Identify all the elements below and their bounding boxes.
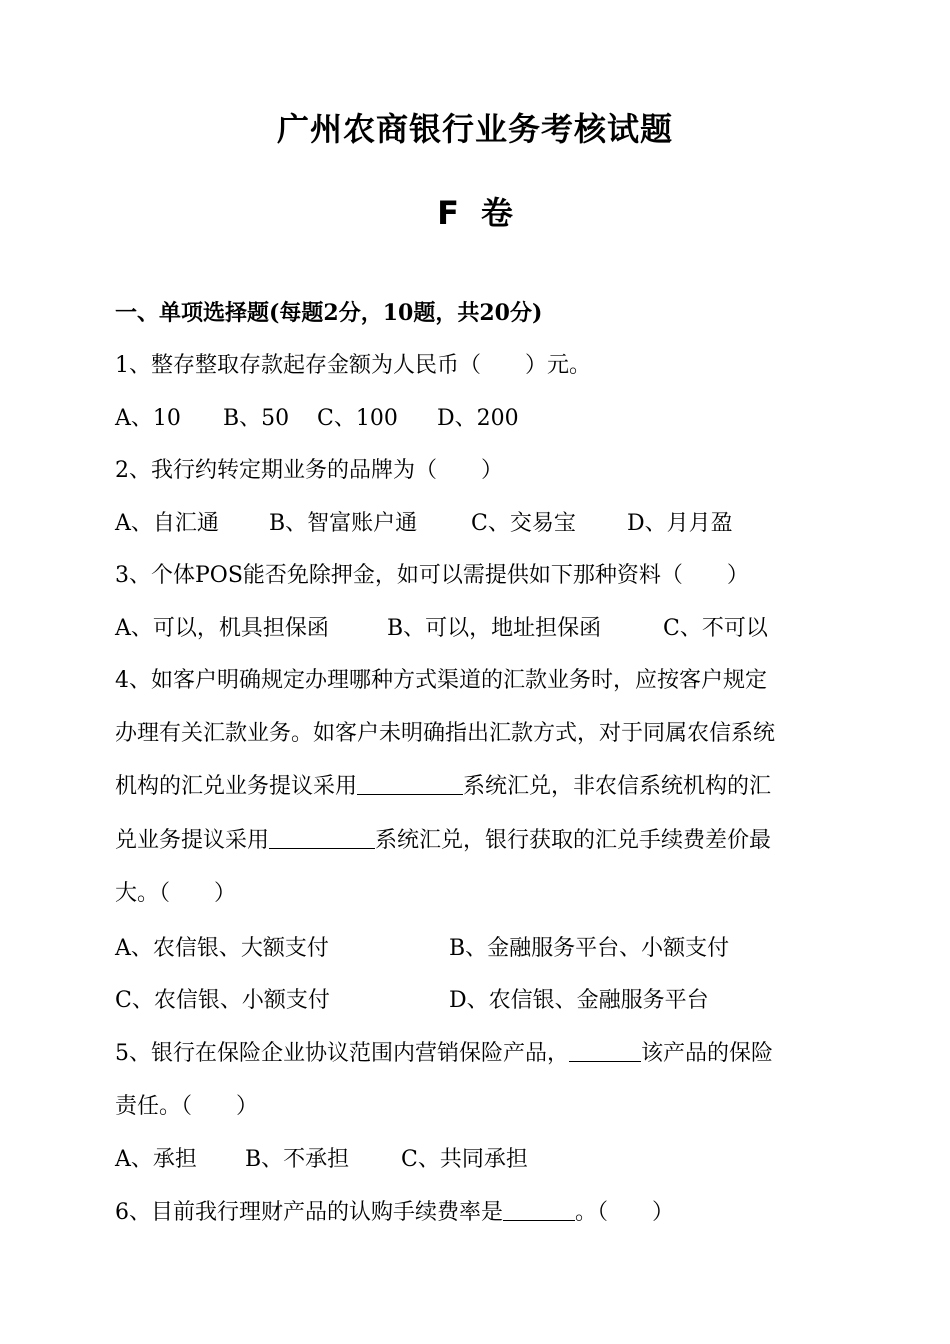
paper-version-word: 卷 bbox=[480, 194, 513, 232]
fill-blank-3 bbox=[569, 1039, 641, 1062]
question-4-line-1: 4、如客户明确规定办理哪种方式渠道的汇款业务时，应按客户规定 bbox=[115, 668, 767, 693]
question-4-line-3 bbox=[115, 772, 771, 802]
q4-line3-part1: 机构的汇兑业务提议采用 bbox=[115, 774, 358, 799]
option-b: B、可以，地址担保函 bbox=[387, 616, 602, 641]
q6-part1: 6、目前我行理财产品的认购手续费率是 bbox=[115, 1200, 503, 1225]
option-d: D、农信银、金融服务平台 bbox=[449, 988, 709, 1013]
question-4-options-row-1 bbox=[115, 934, 729, 964]
question-1-stem: 1、整存整取存款起存金额为人民币（ ）元。 bbox=[115, 353, 591, 378]
fill-blank-2 bbox=[269, 826, 375, 849]
option-b: B、智富账户通 bbox=[269, 511, 418, 536]
option-a: A、10 bbox=[115, 406, 181, 431]
option-a: A、自汇通 bbox=[115, 511, 219, 536]
question-5-line-1 bbox=[115, 1039, 773, 1069]
option-b: B、50 bbox=[223, 406, 290, 431]
question-5-options bbox=[115, 1145, 528, 1175]
q4-line4-part1: 兑业务提议采用 bbox=[115, 828, 270, 853]
paper-version bbox=[0, 188, 950, 234]
option-c: C、交易宝 bbox=[471, 511, 576, 536]
question-4-line-5: 大。（ ） bbox=[115, 881, 237, 906]
fill-blank-1 bbox=[357, 772, 463, 795]
q4-line3-part2: 系统汇兑，非农信系统机构的汇 bbox=[463, 774, 772, 799]
question-2-stem: 2、我行约转定期业务的品牌为（ ） bbox=[115, 458, 503, 483]
q5-line1-part1: 5、银行在保险企业协议范围内营销保险产品， bbox=[115, 1041, 569, 1066]
option-c: C、共同承担 bbox=[401, 1147, 528, 1172]
option-d: D、月月盈 bbox=[627, 511, 733, 536]
option-a: A、农信银、大额支付 bbox=[115, 936, 329, 961]
q5-line1-part2: 该产品的保险 bbox=[641, 1041, 774, 1066]
option-a: A、承担 bbox=[115, 1147, 197, 1172]
q6-part2: 。（ ） bbox=[575, 1200, 675, 1225]
paper-version-letter: F bbox=[437, 194, 459, 232]
option-b: B、不承担 bbox=[245, 1147, 350, 1172]
question-2-options bbox=[115, 509, 733, 539]
document-title: 广州农商银行业务考核试题 bbox=[276, 110, 673, 148]
question-4-options-row-2 bbox=[115, 986, 709, 1016]
question-3-options bbox=[115, 614, 768, 644]
question-5-line-2: 责任。（ ） bbox=[115, 1094, 259, 1119]
question-1-options bbox=[115, 404, 519, 434]
option-d: D、200 bbox=[437, 406, 519, 431]
question-4-line-2: 办理有关汇款业务。如客户未明确指出汇款方式，对于同属农信系统 bbox=[115, 721, 776, 746]
fill-blank-4 bbox=[503, 1198, 575, 1221]
option-a: A、可以，机具担保函 bbox=[115, 616, 329, 641]
question-6-stem bbox=[115, 1198, 674, 1228]
option-b: B、金融服务平台、小额支付 bbox=[449, 936, 730, 961]
question-3-stem: 3、个体POS能否免除押金，如可以需提供如下那种资料（ ） bbox=[115, 563, 749, 588]
option-c: C、农信银、小额支付 bbox=[115, 988, 330, 1013]
option-c: C、100 bbox=[317, 406, 398, 431]
question-4-line-4 bbox=[115, 826, 771, 856]
option-c: C、不可以 bbox=[663, 616, 768, 641]
q4-line4-part2: 系统汇兑，银行获取的汇兑手续费差价最 bbox=[375, 828, 772, 853]
section-heading: 一、单项选择题(每题2分，10题，共20分) bbox=[115, 300, 543, 326]
